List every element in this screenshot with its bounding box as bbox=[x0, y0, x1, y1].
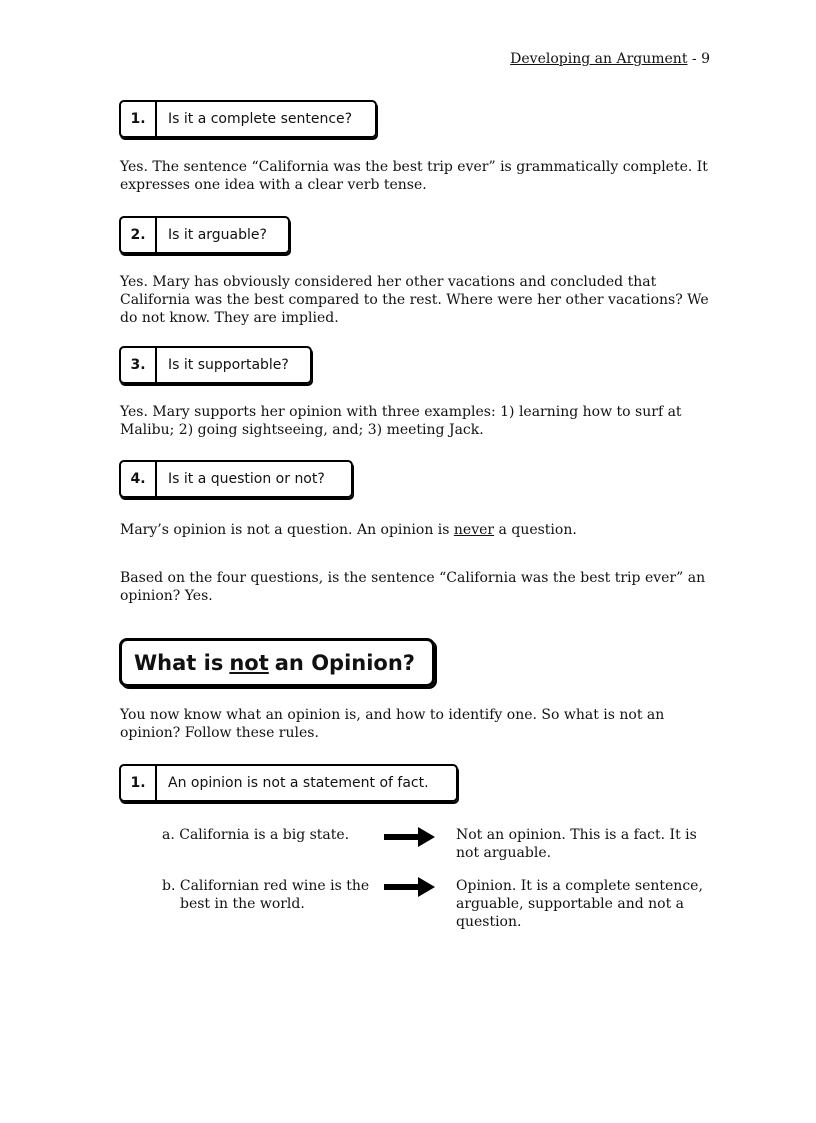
heading-emphasis: not bbox=[229, 650, 269, 675]
rule-text: An opinion is not a statement of fact. bbox=[156, 764, 458, 802]
example-b-result: Opinion. It is a complete sentence, arguable, supportable and not a question. bbox=[456, 878, 703, 930]
question-box-3 bbox=[119, 346, 312, 384]
header-title: Developing an Argument bbox=[510, 51, 688, 67]
question-box-2 bbox=[119, 216, 290, 254]
question-number: 4. bbox=[119, 460, 156, 498]
answer-text: a question. bbox=[494, 522, 577, 538]
answer-paragraph-2: Yes. Mary has obviously considered her other vacations and concluded that California was the best compared to the rest. Where were her other vacations? We do not know. They are implied. bbox=[120, 274, 709, 326]
example-a-statement: a. California is a big state. bbox=[162, 827, 350, 843]
rule-box-1 bbox=[119, 764, 458, 802]
right-arrow-icon bbox=[384, 825, 436, 849]
question-number: 2. bbox=[119, 216, 156, 254]
statement-line: best in the world. bbox=[180, 896, 305, 912]
question-text: Is it a question or not? bbox=[156, 460, 353, 498]
section-intro: You now know what an opinion is, and how to identify one. So what is not an opinion? Follow these rules. bbox=[120, 707, 665, 741]
question-text: Is it arguable? bbox=[156, 216, 290, 254]
conclusion-paragraph: Based on the four questions, is the sentence “California was the best trip ever” an opinion? Yes. bbox=[120, 570, 706, 604]
example-b-statement bbox=[162, 877, 382, 913]
right-arrow-icon bbox=[384, 875, 436, 899]
rule-number: 1. bbox=[119, 764, 156, 802]
answer-paragraph-4 bbox=[120, 521, 720, 539]
section-heading bbox=[119, 638, 435, 687]
answer-paragraph-3: Yes. Mary supports her opinion with three examples: 1) learning how to surf at Malibu; 2) going sightseeing, and; 3) meeting Jack. bbox=[120, 404, 682, 438]
question-text: Is it a complete sentence? bbox=[156, 100, 377, 138]
emphasis-word: never bbox=[453, 522, 495, 538]
heading-text: an Opinion? bbox=[274, 650, 415, 675]
answer-paragraph-1: Yes. The sentence “California was the best trip ever” is grammatically complete. It expresses one idea with a clear verb tense. bbox=[120, 159, 708, 193]
example-a-result: Not an opinion. This is a fact. It is not arguable. bbox=[456, 827, 697, 861]
question-box-1 bbox=[119, 100, 377, 138]
heading-text: What is bbox=[134, 650, 224, 675]
header-page-number: - 9 bbox=[691, 51, 710, 67]
question-number: 3. bbox=[119, 346, 156, 384]
answer-text: Mary’s opinion is not a question. An opinion is bbox=[120, 522, 454, 538]
question-number: 1. bbox=[119, 100, 156, 138]
question-box-4 bbox=[119, 460, 353, 498]
question-text: Is it supportable? bbox=[156, 346, 312, 384]
page-header bbox=[510, 51, 710, 67]
statement-line: b. Californian red wine is the bbox=[162, 878, 370, 894]
